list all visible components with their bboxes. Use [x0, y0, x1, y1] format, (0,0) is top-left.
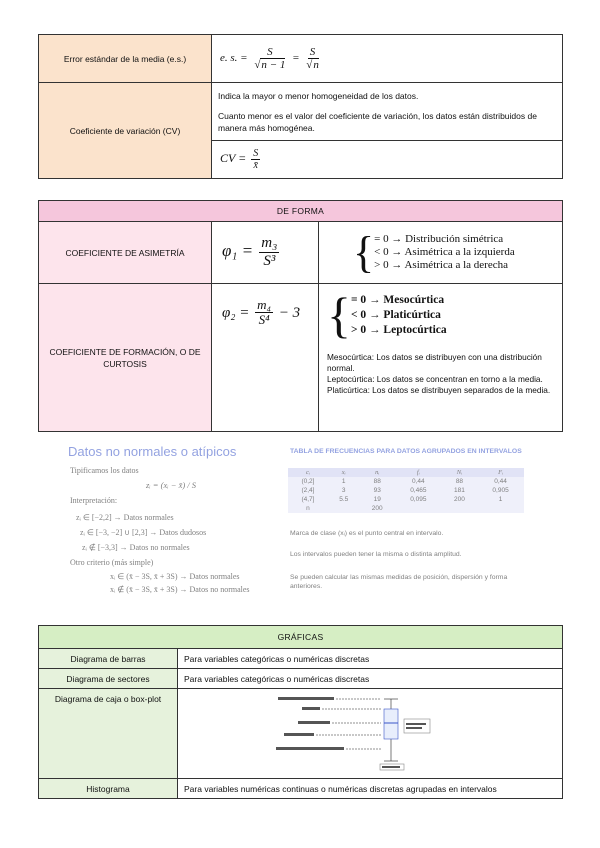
graf-label-barras: Diagrama de barras [39, 649, 178, 669]
boxplot-cell [178, 689, 563, 779]
kurt-brace: { [327, 287, 351, 343]
kurt-cases: = 0 → Mesocúrtica < 0 → Platicúrtica > 0 → Leptocúrtica [351, 293, 447, 336]
x-rules: xᵢ ∈ (x̄ − 3S, x̄ + 3S) → Datos normales xᵢ ∉ (x̄ − 3S, x̄ + 3S) → Datos no normales [110, 572, 250, 594]
cv-text-2: Cuanto menor es el valor del coeficiente de variación, los datos están distribuidos de manera más homogénea. [218, 110, 537, 133]
asym-label: COEFICIENTE DE ASIMETRÍA [39, 222, 212, 284]
cv-formula-cell [212, 141, 563, 179]
graf-label-boxplot: Diagrama de caja o box-plot [39, 689, 178, 779]
freq-note-1: Marca de clase (xᵢ) es el punto central en intervalo. [290, 530, 444, 537]
asym-cases: = 0 → Distribución simétrica < 0 → Asimétrica a la izquierda > 0 → Asimétrica a la derecha [374, 233, 515, 271]
atipicos-title: Datos no normales o atípicos [68, 444, 237, 459]
interpretacion-label: Interpretación: [70, 496, 118, 505]
asym-cases-cell [319, 222, 563, 284]
kurt-desc: Mesocúrtica: Los datos se distribuyen con una distribución normal. Leptocúrtica: Los datos se concentran en torno a la media. Platicúrtica: Los datos se distribuyen separados de la media. [327, 352, 551, 395]
kurt-label: COEFICIENTE DE FORMACIÓN, O DE CURTOSIS [39, 284, 212, 432]
cv-text-cell [212, 83, 563, 141]
forma-table [38, 200, 563, 432]
kurt-formula-cell [212, 284, 319, 432]
asym-formula: φ₁ = $\frac{\text{m₃}}{\text{S³}}$ [222, 235, 278, 269]
boxplot-diagram [276, 695, 456, 773]
cv-label-cell [39, 83, 212, 179]
freq-row: (0,2] 1 88 0,44 88 0,44 [288, 477, 524, 486]
graf-desc-barras: Para variables categóricas o numéricas discretas [178, 649, 563, 669]
se-formula: e. s. = $\frac{S}{√n - 1}$ = $\frac{S}{√n}$ [220, 45, 319, 71]
freq-row: (2,4] 3 93 0,465 181 0,905 [288, 486, 524, 495]
z-rules: zᵢ ∈ [−2,2] → Datos normales zᵢ ∈ [−3, −2] ∪ [2,3] → Datos dudosos zᵢ ∉ [−3,3] → Datos no normales [76, 513, 207, 552]
z-formula: zᵢ = (xᵢ − x̄) / S [146, 480, 197, 490]
graf-desc-histograma: Para variables numéricas continuas o numéricas discretas agrupadas en intervalos [178, 779, 563, 799]
graficas-table [38, 625, 563, 799]
se-label: Error estándar de la media (e.s.) [63, 53, 187, 64]
forma-header: DE FORMA [39, 201, 563, 222]
graf-desc-sectores: Para variables categóricas o numéricas discretas [178, 669, 563, 689]
cv-label: Coeficiente de variación (CV) [69, 125, 181, 136]
freq-total-row: n 200 [288, 504, 524, 513]
graficas-header: GRÁFICAS [39, 626, 563, 649]
graf-label-sectores: Diagrama de sectores [39, 669, 178, 689]
kurt-cases-cell [319, 284, 563, 432]
asym-brace: { [353, 227, 375, 277]
kurt-formula: φ₂ = $\frac{\text{m₄}}{\text{S⁴}}$ − 3 [222, 297, 301, 328]
otro-criterio: Otro criterio (más simple) [70, 558, 154, 567]
dispersion-table [38, 34, 563, 179]
cv-formula: CV = $\frac{S}{x̄}$ [220, 147, 259, 171]
atipicos-section [38, 440, 563, 600]
se-label-cell [39, 35, 212, 83]
freq-header-row: cᵢ xᵢ nᵢ fᵢ Nᵢ Fᵢ [288, 468, 524, 477]
cv-text-1: Indica la mayor o menor homogeneidad de los datos. [218, 90, 419, 101]
freq-row: (4,7] 5.5 19 0,095 200 1 [288, 495, 524, 504]
freq-table [288, 468, 524, 513]
freq-note-3: Se pueden calcular las mismas medidas de posición, dispersión y forma anteriores. [290, 574, 508, 590]
graf-label-histograma: Histograma [39, 779, 178, 799]
freq-note-2: Los intervalos pueden tener la misma o distinta amplitud. [290, 551, 462, 558]
asym-formula-cell [212, 222, 319, 284]
tipificamos-text: Tipificamos los datos [70, 466, 139, 475]
freq-title: TABLA DE FRECUENCIAS PARA DATOS AGRUPADOS EN INTERVALOS [290, 448, 522, 455]
se-formula-cell [212, 35, 563, 83]
